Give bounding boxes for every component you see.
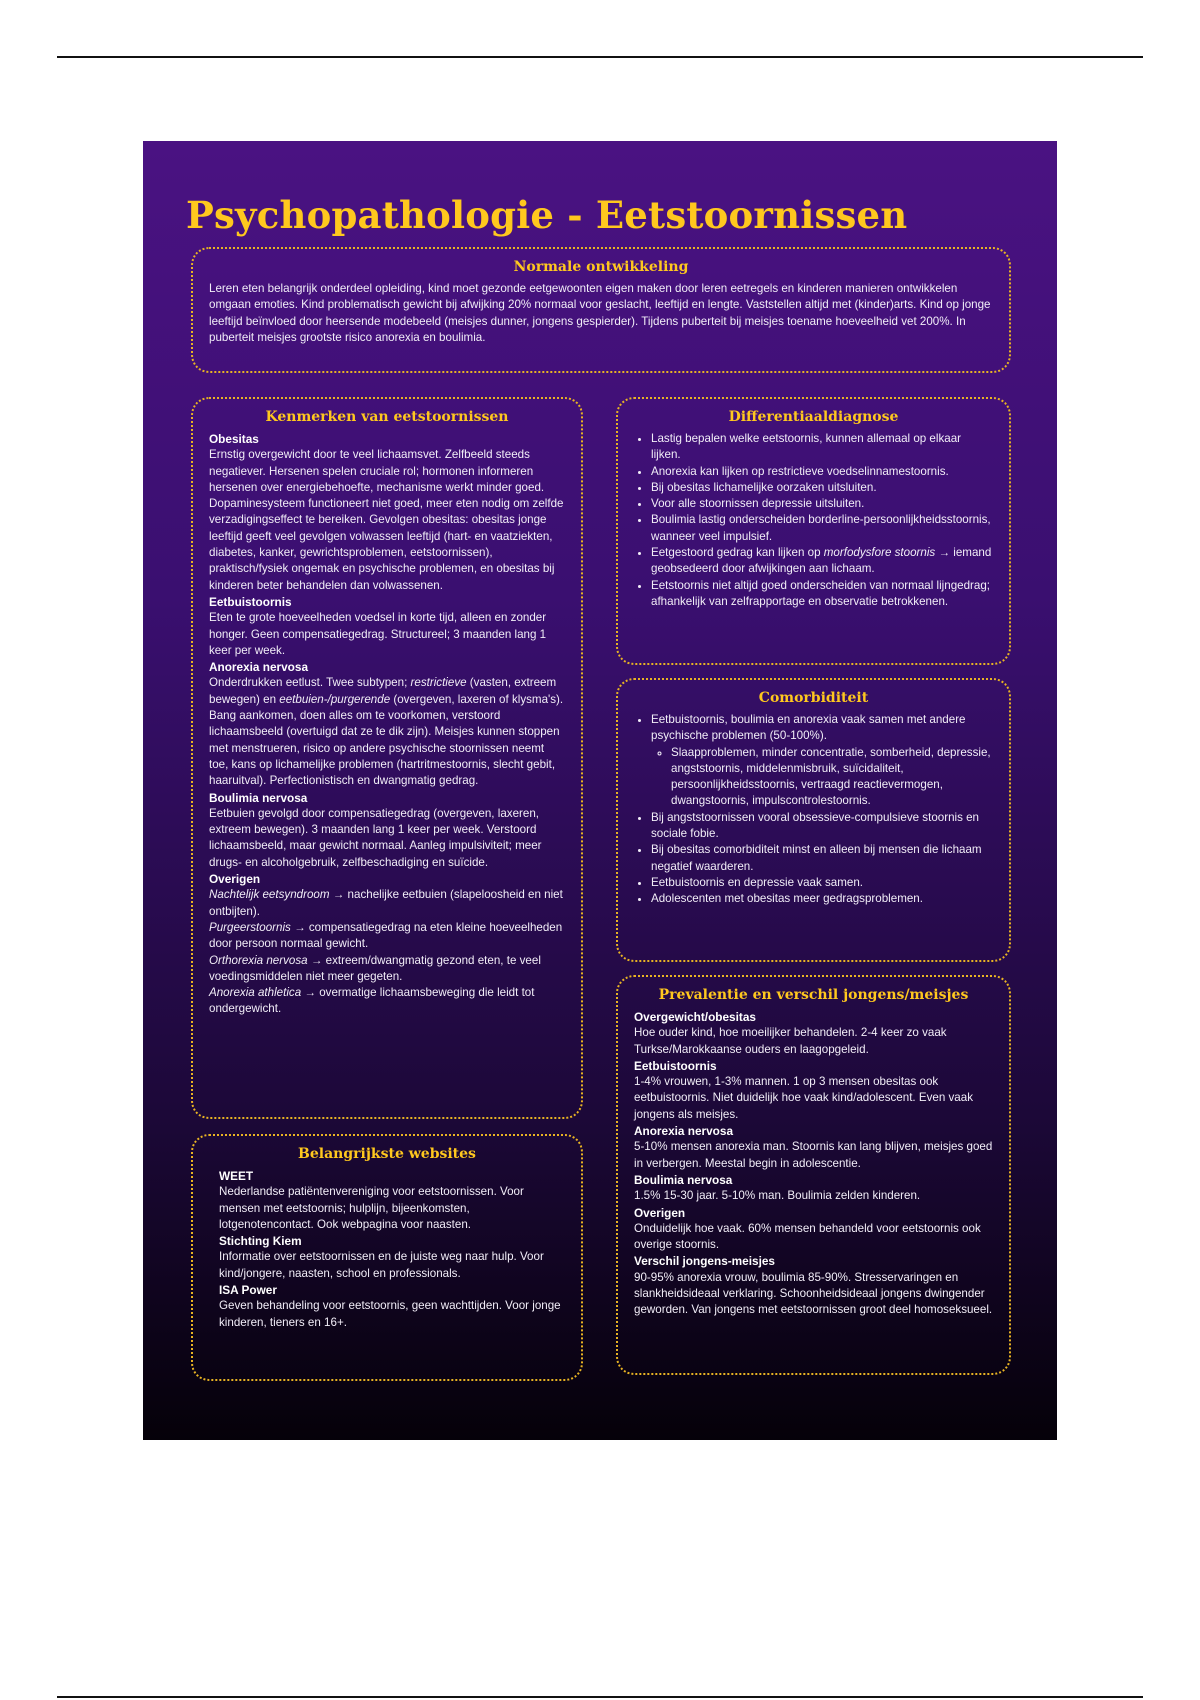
subheading-obesitas: Obesitas bbox=[209, 432, 259, 446]
subheading-eetbuistoornis: Eetbuistoornis bbox=[209, 594, 292, 609]
list-item: • Eetbuistoornis, boulimia en anorexia vaak samen met andere psychische problemen (50-100%). ◦ Slaapproblemen, minder concentratie, somberheid, depressie, angststoornis, middelenmisbruik, suïcidaliteit, persoonlijkheidsstoornis, vertraagd reactievermogen, dwangstoornis, impulscontrolestoornis. bbox=[651, 712, 993, 810]
prevalence-text: 1-4% vrouwen, 1-3% mannen. 1 op 3 mensen obesitas ook eetbuistoornis. Niet duidelijk hoe vaak kind/adolescent. Even vaak jongens als meisjes. bbox=[634, 1075, 973, 1121]
comorbidity-card bbox=[616, 678, 1011, 962]
bottom-rule bbox=[57, 1696, 1143, 1698]
card-heading: Normale ontwikkeling bbox=[513, 259, 689, 275]
website-description: Nederlandse patiëntenvereniging voor eetstoornissen. Voor mensen met eetstoornis; hulplijn, bijeenkomsten, lotgenotencontact. Ook webpagina voor naasten. bbox=[219, 1185, 524, 1231]
prevalence-text: 1.5% 15-30 jaar. 5-10% man. Boulimia zelden kinderen. bbox=[634, 1189, 921, 1203]
prevalence-text: 5-10% mensen anorexia man. Stoornis kan lang blijven, meisjes goed in verbergen. Meestal begin in adolescentie. bbox=[634, 1140, 993, 1170]
normal-development-card bbox=[191, 247, 1011, 373]
prevalence-subheading: Boulimia nervosa bbox=[634, 1172, 733, 1187]
website-name: Stichting Kiem bbox=[219, 1234, 302, 1249]
prevalence-subheading: Anorexia nervosa bbox=[634, 1124, 734, 1139]
card-heading: Prevalentie en verschil jongens/meisjes bbox=[658, 987, 969, 1003]
website-list bbox=[209, 1168, 565, 1331]
card-heading: Kenmerken van eetstoornissen bbox=[265, 409, 509, 425]
list-item: • Bij obesitas comorbiditeit minst en alleen bij mensen die lichaam negatief waarderen. bbox=[651, 842, 993, 875]
prevalence-text: 90-95% anorexia vrouw, boulimia 85-90%. Stresservaringen en slankheidsideaal verklaring. Schoonheidsideaal jongens dwingender geworden. Van jongens met eetstoornissen groot deel homoseksueel. bbox=[634, 1270, 993, 1317]
list-item: • Bij obesitas lichamelijke oorzaken uitsluiten. bbox=[651, 480, 993, 496]
sub-list-item: ◦ Slaapproblemen, minder concentratie, somberheid, depressie, angststoornis, middelenmisbruik, suïcidaliteit, persoonlijkheidsstoornis, vertraagd reactievermogen, dwangstoornis, impulscontrolestoornis. bbox=[671, 745, 993, 810]
bullet-list bbox=[634, 712, 993, 908]
characteristics-card bbox=[191, 397, 583, 1119]
card-heading: Belangrijkste websites bbox=[298, 1146, 476, 1162]
card-heading: Differentiaaldiagnose bbox=[728, 409, 899, 425]
prevalence-subheading: Overgewicht/obesitas bbox=[634, 1010, 756, 1024]
card-heading: Comorbiditeit bbox=[758, 690, 869, 706]
list-item: • Eetgestoord gedrag kan lijken op morfodysfore stoornis → iemand geobsedeerd door afwijkingen aan lichaam. bbox=[651, 545, 993, 578]
website-description: Informatie over eetstoornissen en de juiste weg naar hulp. Voor kind/jongere, naasten, school en professionals. bbox=[219, 1250, 544, 1280]
list-item: • Bij angststoornissen vooral obsessieve-compulsieve stoornis en sociale fobie. bbox=[651, 810, 993, 843]
subheading-boulimia: Boulimia nervosa bbox=[209, 790, 308, 805]
prevalence-card bbox=[616, 975, 1011, 1375]
website-name: WEET bbox=[219, 1169, 254, 1183]
list-item: • Adolescenten met obesitas meer gedragsproblemen. bbox=[651, 891, 993, 907]
page-title: Psychopathologie - Eetstoornissen bbox=[186, 193, 908, 237]
paragraph-obesitas: Ernstig overgewicht door te veel lichaamsvet. Zelfbeeld steeds negatiever. Hersenen spelen cruciale rol; hormonen informeren hersenen over energiebehoefte, mechanisme werkt minder goed. Dopaminesysteem functioneert niet goed, meer eten nodig om zelfde verzadigingseffect te bereiken. Gevolgen obesitas: obesitas jonge leeftijd geeft veel gevolgen volwassen leeftijd (hart- en vaatziekten, diabetes, kanker, gewrichtsproblemen, eetstoornissen), praktisch/fysiek ongemak en psychische problemen, en obesitas bij kinderen beter behandelen dan volwassenen. bbox=[209, 448, 564, 592]
card-text: Leren eten belangrijk onderdeel opleiding, kind moet gezonde eetgewoonten eigen maken door leren eetregels en kinderen manieren ontwikkelen omgaan emoties. Kind problematisch gewicht bij afwijking 20% normaal voor geslacht, leeftijd en lengte. Vaststellen altijd met (kinder)arts. Kind op jonge leeftijd beïnvloed door heersende modebeeld (meisjes dunner, jongens gespierder). Tijdens puberteit bij meisjes toename hoeveelheid vet 200%. In puberteit meisjes grootste risico anorexia en boulimia. bbox=[209, 282, 991, 344]
top-rule bbox=[57, 56, 1143, 58]
list-item: • Eetstoornis niet altijd goed onderscheiden van normaal lijngedrag; afhankelijk van zelfrapportage en observatie betrokkenen. bbox=[651, 578, 993, 611]
websites-card bbox=[191, 1134, 583, 1381]
bullet-list bbox=[634, 431, 993, 610]
prevalence-subheading: Overigen bbox=[634, 1205, 686, 1220]
prevalence-subheading: Verschil jongens-meisjes bbox=[634, 1254, 775, 1269]
paragraph-anorexia: Onderdrukken eetlust. Twee subtypen; restrictieve (vasten, extreem bewegen) en eetbuien-/purgerende (overgeven, laxeren of klysma's). Bang aankomen, doen alles om te voorkomen, verstoord lichaamsbeeld (overtuigd dat ze te dik zijn). Meisjes kunnen stoppen met menstrueren, risico op andere psychische stoornissen neemt toe, kans op lichamelijke problemen (hartritmestoornis, slecht gebit, haaruitval). Perfectionistisch en dwangmatig gedrag. bbox=[209, 676, 564, 788]
list-item: • Anorexia kan lijken op restrictieve voedselinnamestoornis. bbox=[651, 464, 993, 480]
prevalence-subheading: Eetbuistoornis bbox=[634, 1058, 717, 1073]
list-item: • Lastig bepalen welke eetstoornis, kunnen allemaal op elkaar lijken. bbox=[651, 431, 993, 464]
sub-bullet-list bbox=[651, 745, 993, 810]
list-item: • Voor alle stoornissen depressie uitsluiten. bbox=[651, 496, 993, 512]
poster bbox=[143, 141, 1057, 1440]
paragraph-eetbuistoornis: Eten te grote hoeveelheden voedsel in korte tijd, alleen en zonder honger. Geen compensatiegedrag. Structureel; 3 maanden lang 1 keer per week. bbox=[209, 611, 547, 657]
paragraph-overigen: Nachtelijk eetsyndroom → nachelijke eetbuien (slapeloosheid en niet ontbijten). Purgeerstoornis → compensatiegedrag na eten kleine hoeveelheden door persoon normaal gewicht. Orthorexia nervosa → extreem/dwangmatig gezond eten, te veel voedingsmiddelen niet meer gegeten. Anorexia athletica → overmatige lichaamsbeweging die leidt tot ondergewicht. bbox=[209, 888, 563, 1016]
list-item: • Eetbuistoornis en depressie vaak samen. bbox=[651, 875, 993, 891]
list-item: • Boulimia lastig onderscheiden borderline-persoonlijkheidsstoornis, wanneer veel impulsief. bbox=[651, 512, 993, 545]
differential-diagnosis-card bbox=[616, 397, 1011, 665]
prevalence-text: Hoe ouder kind, hoe moeilijker behandelen. 2-4 keer zo vaak Turkse/Marokkaanse ouders en laagopgeleid. bbox=[634, 1026, 947, 1056]
prevalence-text: Onduidelijk hoe vaak. 60% mensen behandeld voor eetstoornis ook overige stoornis. bbox=[634, 1221, 981, 1252]
paragraph-boulimia: Eetbuien gevolgd door compensatiegedrag (overgeven, laxeren, extreem bewegen). 3 maanden lang 1 keer per week. Verstoord lichaamsbeeld, maar gewicht normaal. Aanleg impulsiviteit; meer drugs- en alcoholgebruik, zelfbeschadiging en suïcide. bbox=[209, 806, 542, 869]
website-description: Geven behandeling voor eetstoornis, geen wachttijden. Voor jonge kinderen, tieners en 16+. bbox=[219, 1299, 561, 1329]
website-name: ISA Power bbox=[219, 1283, 277, 1298]
subheading-overigen: Overigen bbox=[209, 872, 261, 887]
subheading-anorexia: Anorexia nervosa bbox=[209, 660, 309, 675]
